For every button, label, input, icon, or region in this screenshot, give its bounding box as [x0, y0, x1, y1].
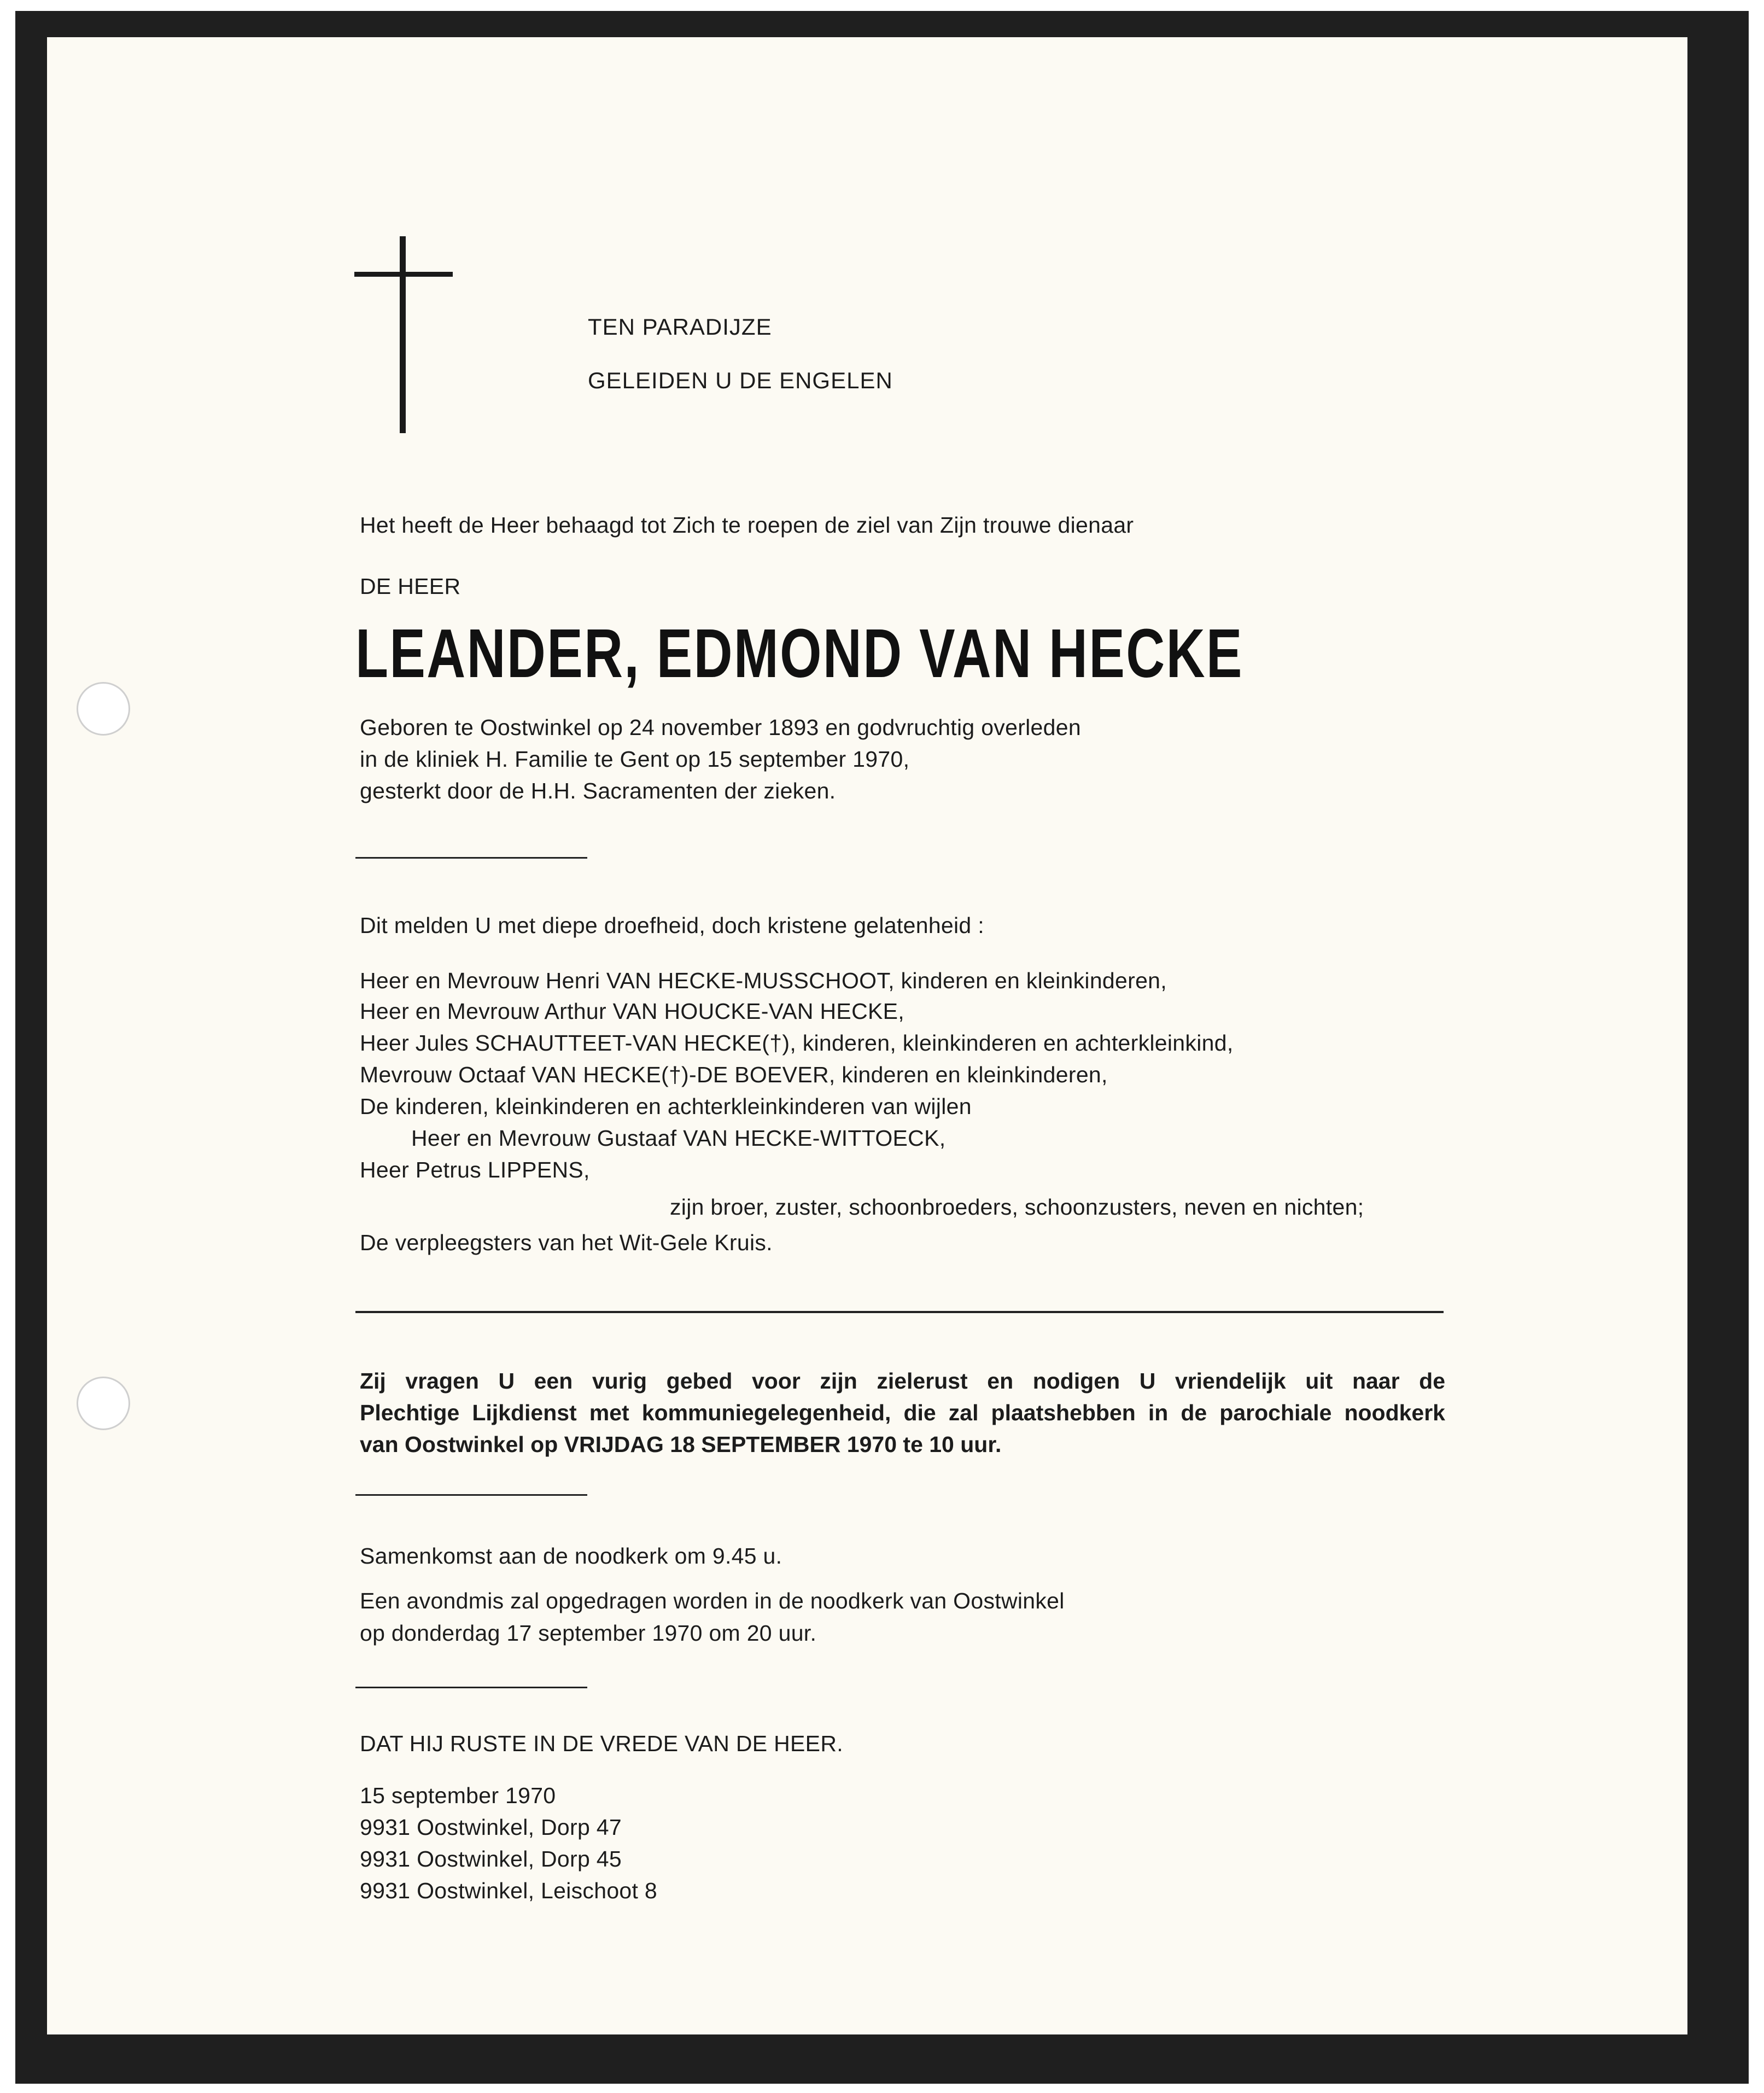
family-nurses: De verpleegsters van het Wit-Gele Kruis. — [360, 1230, 773, 1255]
service-line: van Oostwinkel op VRIJDAG 18 SEPTEMBER 1970 te 10 uur. — [360, 1432, 1002, 1457]
bio-line-2: in de kliniek H. Familie te Gent op 15 september 1970, — [360, 747, 910, 772]
punch-hole-upper — [77, 682, 130, 736]
evening-mass-line-1: Een avondmis zal opgedragen worden in de noodkerk van Oostwinkel — [360, 1588, 1065, 1613]
address-line: 9931 Oostwinkel, Dorp 47 — [360, 1815, 622, 1840]
family-line: Heer Jules SCHAUTTEET-VAN HECKE(†), kinderen, kleinkinderen en achterkleinkind, — [360, 1030, 1234, 1056]
address-line: 9931 Oostwinkel, Leischoot 8 — [360, 1878, 658, 1903]
family-line: Heer en Mevrouw Arthur VAN HOUCKE-VAN HECKE, — [360, 999, 904, 1024]
address-line: 9931 Oostwinkel, Dorp 45 — [360, 1846, 622, 1872]
family-line: Mevrouw Octaaf VAN HECKE(†)-DE BOEVER, kinderen en kleinkinderen, — [360, 1062, 1108, 1087]
punch-hole-lower — [77, 1377, 130, 1430]
service-line: Zij vragen U een vurig gebed voor zijn zielerust en nodigen U vriendelijk uit naar de — [360, 1368, 1445, 1394]
divider — [355, 1494, 587, 1496]
motto-line-1: TEN PARADIJZE — [588, 314, 772, 340]
motto-line-2: GELEIDEN U DE ENGELEN — [588, 368, 893, 393]
divider — [355, 1687, 587, 1688]
family-line-indented: Heer en Mevrouw Gustaaf VAN HECKE-WITTOECK, — [411, 1126, 946, 1151]
service-invitation — [360, 1365, 1445, 1460]
section-divider — [355, 1311, 1444, 1313]
intro-text: Het heeft de Heer behaagd tot Zich te roepen de ziel van Zijn trouwe dienaar — [360, 512, 1134, 538]
service-line: Plechtige Lijkdienst met kommuniegelegenheid, die zal plaatshebben in de parochiale noodkerk — [360, 1400, 1445, 1425]
divider — [355, 857, 587, 859]
bio-line-1: Geboren te Oostwinkel op 24 november 1893 en godvruchtig overleden — [360, 715, 1081, 740]
bio-line-3: gesterkt door de H.H. Sacramenten der zieken. — [360, 778, 836, 803]
gathering-time: Samenkomst aan de noodkerk om 9.45 u. — [360, 1543, 782, 1569]
family-line: Heer Petrus LIPPENS, — [360, 1157, 590, 1182]
notice-date: 15 september 1970 — [360, 1783, 556, 1808]
family-line: De kinderen, kleinkinderen en achterkleinkinderen van wijlen — [360, 1094, 972, 1119]
family-line: Heer en Mevrouw Henri VAN HECKE-MUSSCHOOT, kinderen en kleinkinderen, — [360, 968, 1167, 993]
family-relation: zijn broer, zuster, schoonbroeders, schoonzusters, neven en nichten; — [670, 1194, 1364, 1220]
closing-blessing: DAT HIJ RUSTE IN DE VREDE VAN DE HEER. — [360, 1731, 843, 1756]
honorific: DE HEER — [360, 574, 461, 599]
family-intro: Dit melden U met diepe droefheid, doch kristene gelatenheid : — [360, 913, 984, 938]
deceased-name: LEANDER, EDMOND VAN HECKE — [355, 615, 1243, 692]
evening-mass-line-2: op donderdag 17 september 1970 om 20 uur. — [360, 1620, 817, 1646]
